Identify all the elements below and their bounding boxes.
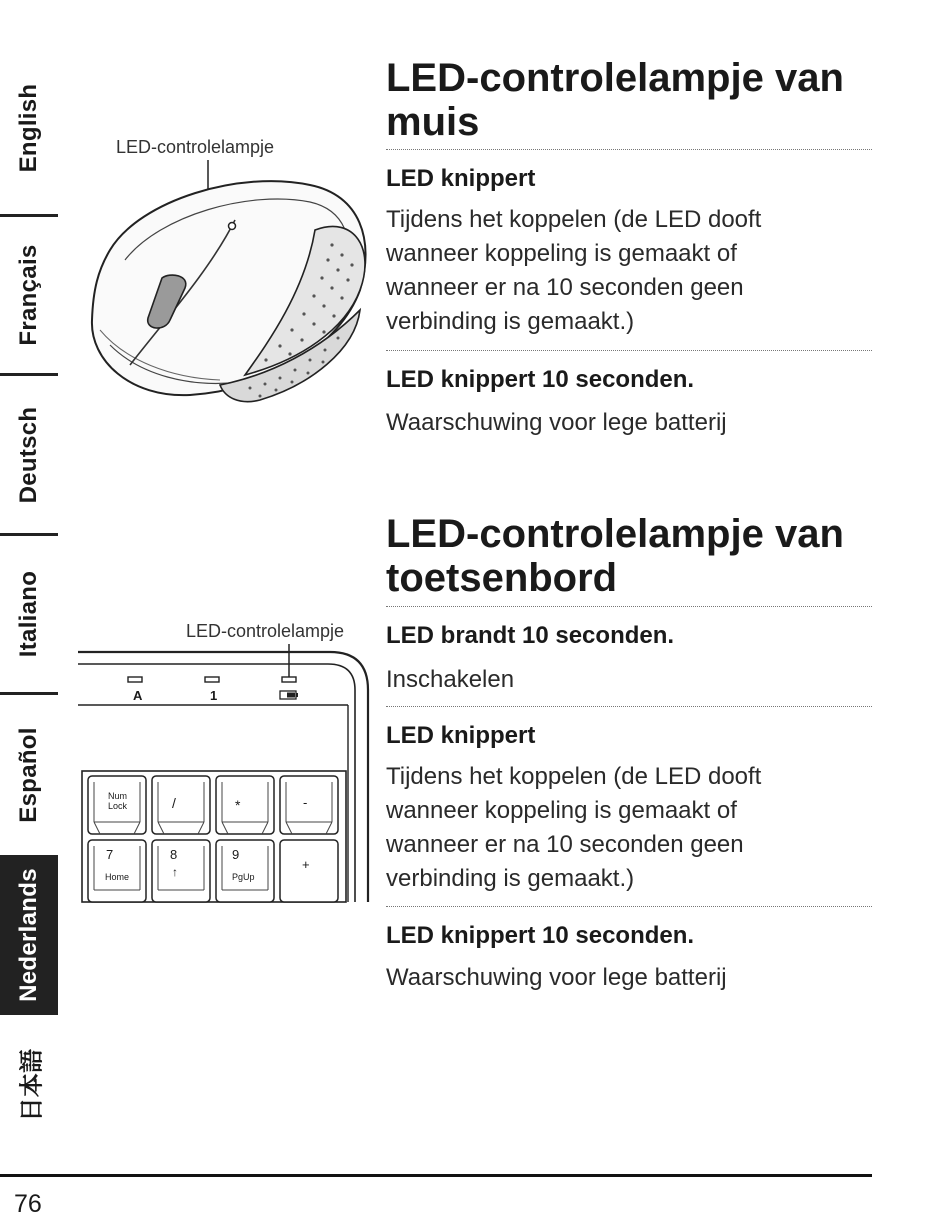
tab-deutsch[interactable]: [0, 376, 58, 533]
footer-rule: [0, 1174, 872, 1177]
entry-heading: LED knippert 10 seconden.: [386, 922, 695, 949]
keyboard-illustration: [78, 640, 378, 905]
mouse-led-callout: LED-controlelampje: [116, 137, 275, 157]
tab-label: 日本語: [18, 1048, 46, 1122]
divider: [386, 350, 872, 351]
key-nine: 9: [232, 847, 240, 862]
language-tabs: [0, 0, 58, 1150]
text-line: Tijdens het koppelen (de LED dooft: [386, 206, 762, 233]
title-line: LED-controlelampje van: [386, 512, 844, 556]
tab-label: Deutsch: [15, 406, 42, 503]
key-home: Home: [105, 872, 130, 882]
entry-heading: LED knippert 10 seconden.: [386, 366, 695, 393]
tab-english[interactable]: [0, 40, 58, 216]
key-star: *: [235, 797, 241, 813]
key-minus: -: [303, 795, 308, 810]
entry-description: [386, 203, 846, 339]
text-line: verbinding is gemaakt.): [386, 308, 635, 335]
indicator-a-label: A: [133, 688, 143, 703]
mouse-section-title: [386, 56, 886, 144]
title-line: muis: [386, 100, 480, 144]
key-seven: 7: [106, 847, 114, 862]
text-line: Waarschuwing voor lege batterij: [386, 409, 727, 436]
entry-description: [386, 760, 846, 896]
entry-description: [386, 961, 846, 995]
title-line: LED-controlelampje van: [386, 56, 844, 100]
tab-label: Nederlands: [15, 868, 42, 1002]
divider: [386, 906, 872, 907]
tab-label: Italiano: [15, 570, 42, 658]
divider: [386, 706, 872, 707]
tab-japanese[interactable]: [0, 1030, 58, 1140]
divider: [386, 606, 872, 607]
entry-heading: LED knippert: [386, 722, 536, 749]
key-plus: +: [302, 857, 310, 872]
text-line: wanneer koppeling is gemaakt of: [386, 240, 737, 267]
entry-heading: LED knippert: [386, 165, 536, 192]
tab-italiano[interactable]: [0, 536, 58, 692]
key-slash: /: [172, 795, 176, 811]
text-line: Inschakelen: [386, 666, 515, 693]
tab-label: Español: [15, 727, 42, 823]
tab-label: English: [15, 83, 42, 173]
key-label: Num: [108, 791, 128, 801]
indicator-1-label: 1: [210, 688, 218, 703]
mouse-illustration: [70, 160, 380, 410]
key-numlock: [108, 791, 127, 811]
title-line: toetsenbord: [386, 556, 618, 600]
key-pgup: PgUp: [232, 872, 255, 882]
page-number: 76: [14, 1190, 42, 1218]
entry-heading: LED brandt 10 seconden.: [386, 622, 675, 649]
up-arrow-icon: ↑: [172, 865, 178, 879]
entry-description: [386, 663, 846, 697]
text-line: wanneer er na 10 seconden geen: [386, 274, 744, 301]
key-eight: 8: [170, 847, 178, 862]
tab-francais[interactable]: [0, 217, 58, 373]
keyboard-led-callout: LED-controlelampje: [186, 621, 345, 641]
entry-description: [386, 406, 846, 440]
text-line: Tijdens het koppelen (de LED dooft: [386, 763, 762, 790]
keyboard-section-title: [386, 512, 886, 600]
divider: [386, 149, 872, 150]
text-line: Waarschuwing voor lege batterij: [386, 964, 727, 991]
text-line: wanneer er na 10 seconden geen: [386, 831, 744, 858]
tab-label: Français: [15, 244, 42, 346]
tab-espanol[interactable]: [0, 695, 58, 855]
text-line: verbinding is gemaakt.): [386, 865, 635, 892]
text-line: wanneer koppeling is gemaakt of: [386, 797, 737, 824]
key-label: Lock: [108, 801, 128, 811]
tab-nederlands[interactable]: [0, 855, 58, 1015]
